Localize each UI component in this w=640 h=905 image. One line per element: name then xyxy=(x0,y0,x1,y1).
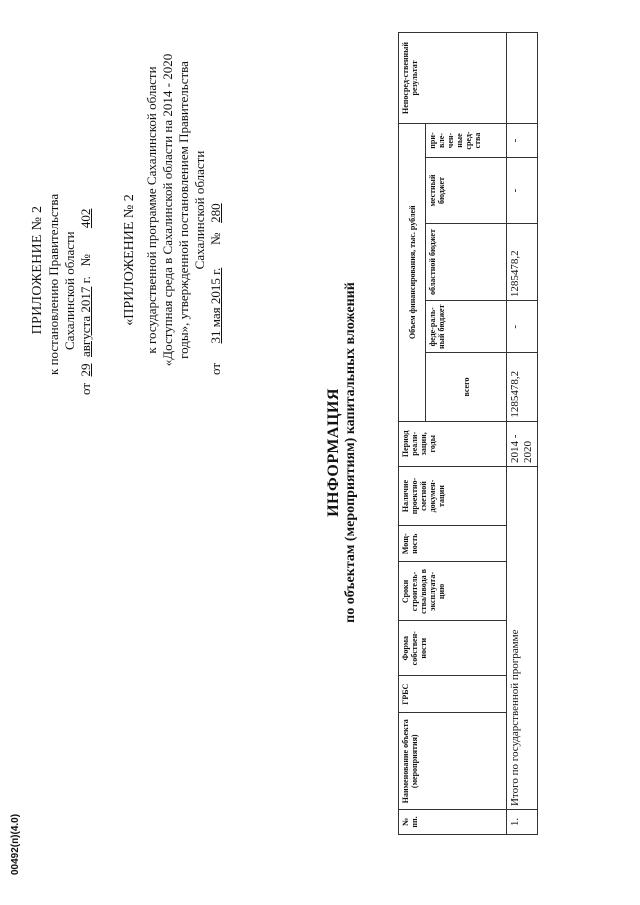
header-row xyxy=(399,33,426,835)
th-result: Непосред-ственный результат xyxy=(399,33,507,124)
cell-local: - xyxy=(507,158,538,224)
doc-title: ИНФОРМАЦИЯ xyxy=(325,388,342,517)
appendix-prev-from-label: от xyxy=(208,362,223,375)
cell-regional: 1285478,2 xyxy=(507,223,538,300)
appendix-prev-text: к государственной программе Сахалинской области «Доступная среда в Сахалинской области на 2014 - 2020 годы», утвержденной постановлением Правительства Сахалинской области xyxy=(144,53,207,367)
appendix-day: 29 xyxy=(78,363,93,377)
appendix-title: ПРИЛОЖЕНИЕ № 2 xyxy=(30,205,45,335)
appendix-line2: Сахалинской области xyxy=(62,231,77,350)
appendix-from-label: от xyxy=(78,382,93,395)
th-federal: феде-раль-ный бюджет xyxy=(426,301,507,353)
appendix-prev-block xyxy=(122,45,224,375)
th-num: № пп. xyxy=(399,810,507,835)
th-attracted: при-вле-чен-ные сред-ства xyxy=(426,123,507,157)
th-capacity: Мощ-ность xyxy=(399,526,507,562)
appendix-prev-no-label: № xyxy=(208,232,223,245)
appendix-date-line xyxy=(78,0,94,395)
th-name: Наименование объекта (мероприятия) xyxy=(399,713,507,810)
th-financing: Объем финансирования, тыс. рублей xyxy=(399,123,426,421)
doc-subtitle: по объектам (мероприятиям) капитальных вложений xyxy=(343,282,358,623)
appendix-prev-date-line xyxy=(208,45,224,375)
appendix-prev-number: 280 xyxy=(208,203,223,223)
footer-code: 00492(п)(4.0) xyxy=(10,813,21,875)
th-grbs: ГРБС xyxy=(399,675,507,712)
capital-investments-table xyxy=(398,32,538,835)
appendix-prev-title: «ПРИЛОЖЕНИЕ № 2 xyxy=(122,194,137,326)
th-total: всего xyxy=(426,353,507,421)
appendix-block xyxy=(30,0,94,395)
cell-name: Итого по государственной программе xyxy=(507,467,538,810)
cell-result xyxy=(507,33,538,124)
table-row xyxy=(507,33,538,835)
th-local: местный бюджет xyxy=(426,158,507,224)
cell-total: 1285478,2 xyxy=(507,353,538,421)
appendix-month-year: августа 2017 xyxy=(78,286,93,357)
cell-federal: - xyxy=(507,301,538,353)
appendix-number: 402 xyxy=(78,208,93,229)
th-period: Период реали-зации, годы xyxy=(399,421,507,466)
appendix-prev-date: 31 мая 2015 г. xyxy=(208,267,223,344)
th-terms: Сроки строитель-ства/ввода в эксплуата-цию xyxy=(399,562,507,621)
appendix-year-suffix: г. xyxy=(78,276,93,284)
th-regional: областной бюджет xyxy=(426,223,507,300)
appendix-no-label: № xyxy=(78,254,93,267)
th-ownership: Форма собствен-ности xyxy=(399,621,507,676)
th-design-docs: Наличие проектно-сметной докумен-тации xyxy=(399,467,507,526)
appendix-line1: к постановлению Правительства xyxy=(46,193,61,375)
cell-period: 2014 - 2020 xyxy=(507,421,538,466)
cell-num: 1. xyxy=(507,810,538,835)
cell-attracted: - xyxy=(507,123,538,157)
